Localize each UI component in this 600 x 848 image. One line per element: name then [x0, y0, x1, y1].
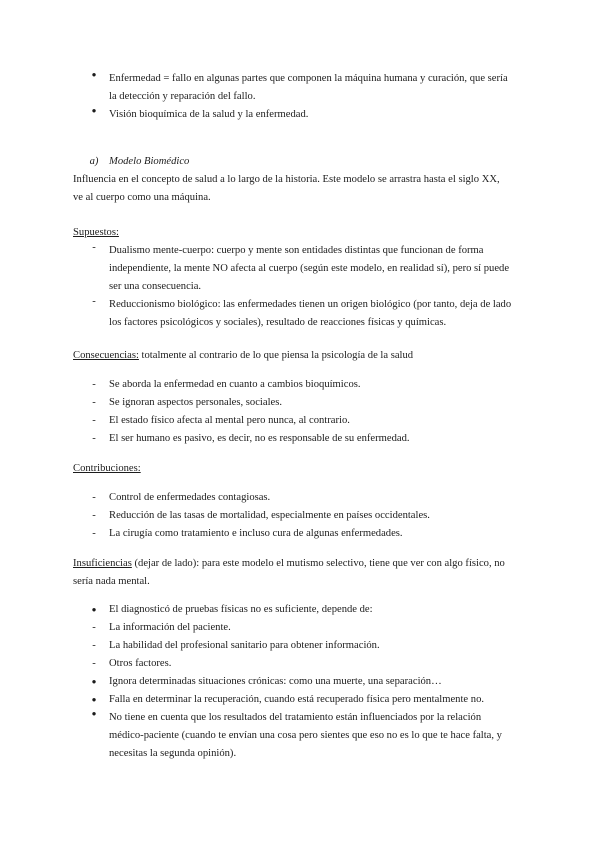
list-item [73, 525, 543, 543]
insuficiencias-heading [73, 555, 543, 573]
list-item-text: Enfermedad = fallo en algunas partes que componen la máquina humana y curación, que sería [109, 73, 508, 84]
bullet-marker: ● [91, 106, 97, 115]
consecuencias-text: totalmente al contrario de lo que piensa la psicología de la salud [138, 350, 414, 361]
supuestos-label: Supuestos: [73, 227, 119, 238]
dash-marker: - [92, 433, 96, 444]
list-item [73, 507, 543, 525]
list-item-text: Falla en determinar la recuperación, cuando está recuperado física pero mentalmente no. [109, 694, 485, 705]
modelo-paragraph: Influencia en el concepto de salud a lo largo de la historia. Este modelo se arrastra hasta el siglo XX, [73, 174, 500, 185]
list-item [73, 619, 543, 637]
contribuciones-label: Contribuciones: [73, 463, 141, 474]
dash-marker: - [92, 510, 96, 521]
dash-marker: - [92, 528, 96, 539]
list-item-text: No tiene en cuenta que los resultados del tratamiento están influenciados por la relación [109, 712, 482, 723]
list-item [73, 430, 543, 448]
list-item-text: Reducción de las tasas de mortalidad, especialmente en países occidentales. [109, 510, 430, 521]
bullet-marker: ● [91, 709, 97, 718]
list-item-text: Otros factores. [109, 658, 172, 669]
list-item-text: La habilidad del profesional sanitario para obtener información. [109, 640, 380, 651]
list-item-text: La información del paciente. [109, 622, 231, 633]
insuficiencias-list [73, 601, 543, 763]
list-item-text: Control de enfermedades contagiosas. [109, 492, 271, 503]
supuestos-section [73, 224, 543, 332]
modelo-paragraph: ve al cuerpo como una máquina. [73, 192, 211, 203]
list-item-text: Dualismo mente-cuerpo: cuerpo y mente son entidades distintas que funcionan de forma [109, 245, 484, 256]
insuficiencias-section [73, 555, 543, 591]
list-item-text: médico-paciente (cuando te envían una cosa pero sientes que eso no es lo que te hace falta, y [109, 730, 502, 741]
list-item [73, 709, 543, 763]
list-item-text: El ser humano es pasivo, es decir, no es responsable de su enfermedad. [109, 433, 410, 444]
list-item [73, 106, 543, 124]
insuficiencias-text: (dejar de lado): para este modelo el mutismo selectivo, tiene que ver con algo físico, no [131, 558, 505, 569]
list-item-text: ser una consecuencia. [109, 281, 202, 292]
list-item-text: independiente, la mente NO afecta al cuerpo (según este modelo, en realidad sí), pero sí puede [109, 263, 510, 274]
dash-marker: - [92, 397, 96, 408]
consecuencias-section [73, 347, 543, 365]
intro-list [73, 70, 543, 124]
modelo-heading: Modelo Biomédico [109, 156, 190, 167]
list-item-text: El diagnosticó de pruebas físicas no es suficiente, depende de: [109, 604, 373, 615]
modelo-heading-row [73, 153, 543, 171]
contribuciones-list [73, 489, 543, 543]
insuficiencias-label: Insuficiencias [73, 558, 132, 569]
bullet-marker: ● [91, 695, 97, 704]
bullet-marker: ● [91, 605, 97, 614]
bullet-marker: ● [91, 70, 97, 79]
list-item [73, 673, 543, 691]
list-item [73, 376, 543, 394]
list-item-text: Reduccionismo biológico: las enfermedades tienen un origen biológico (por tanto, deja de lado [109, 299, 512, 310]
dash-marker: - [92, 640, 96, 651]
contribuciones-heading [73, 460, 543, 478]
dash-marker: - [92, 415, 96, 426]
dash-marker: - [92, 492, 96, 503]
insuficiencias-text: sería nada mental. [73, 576, 150, 587]
list-item-text: El estado físico afecta al mental pero nunca, al contrario. [109, 415, 350, 426]
list-item [73, 601, 543, 619]
list-item-text: Se ignoran aspectos personales, sociales. [109, 397, 282, 408]
list-item [73, 394, 543, 412]
list-item [73, 296, 543, 332]
list-item-text: Visión bioquímica de la salud y la enfermedad. [109, 109, 309, 120]
list-item [73, 70, 543, 106]
list-item-text: la detección y reparación del fallo. [109, 91, 256, 102]
supuestos-heading [73, 224, 543, 242]
dash-marker: - [92, 379, 96, 390]
list-item-text: necesitas la segunda opinión). [109, 748, 237, 759]
contribuciones-section [73, 460, 543, 478]
list-item [73, 655, 543, 673]
list-item [73, 637, 543, 655]
consecuencias-label: Consecuencias: [73, 350, 139, 361]
consecuencias-list [73, 376, 543, 448]
modelo-section [73, 153, 543, 207]
dash-marker: - [92, 296, 96, 307]
list-item-text: Se aborda la enfermedad en cuanto a cambios bioquímicos. [109, 379, 361, 390]
dash-marker: - [92, 658, 96, 669]
list-item [73, 691, 543, 709]
dash-marker: - [92, 242, 96, 253]
list-item-text: Ignora determinadas situaciones crónicas: como una muerte, una separación… [109, 676, 442, 687]
list-item-text: La cirugía como tratamiento e incluso cura de algunas enfermedades. [109, 528, 403, 539]
dash-marker: - [92, 622, 96, 633]
consecuencias-heading [73, 347, 543, 365]
letter-marker: a) [89, 156, 99, 167]
list-item-text: los factores psicológicos y sociales), resultado de reacciones físicas y químicas. [109, 317, 447, 328]
list-item [73, 412, 543, 430]
bullet-marker: ● [91, 677, 97, 686]
list-item [73, 242, 543, 296]
list-item [73, 489, 543, 507]
